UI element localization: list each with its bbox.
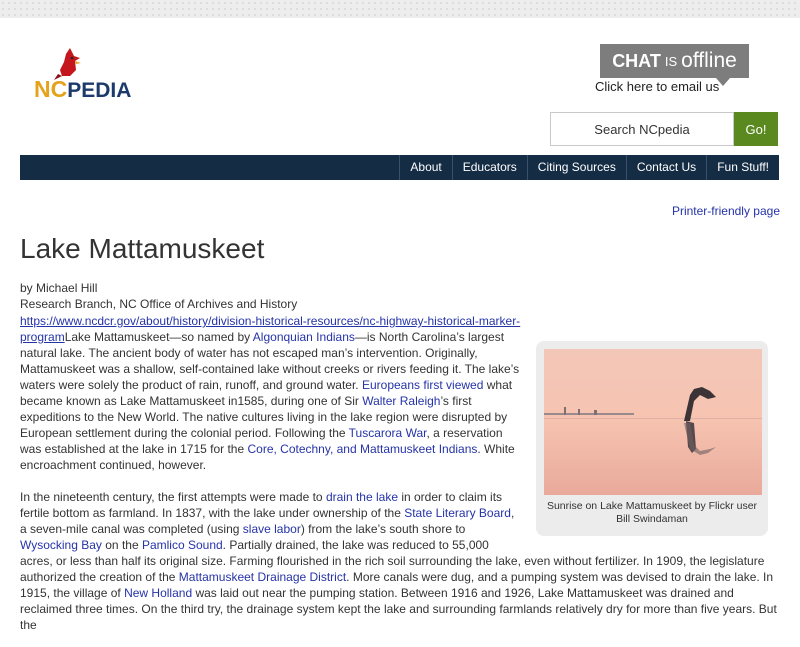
marker-program-link[interactable]: https://www.ncdcr.gov/about/history/division-historical-resources/nc-highway-historical-marker-program (20, 314, 521, 344)
logo-pedia-text: PEDIA (67, 79, 132, 102)
p2-text-6: . Partially drained, the lake was reduced to 55,000 acres, or less than half its original size. Farming flourished in the rich soil surrounding the lake, even without fertilizer. In 1909, the legislature authorized the creation of the (20, 538, 765, 584)
main-navigation (20, 155, 779, 180)
email-us-link[interactable]: Click here to email us (595, 79, 720, 94)
p1-text-3: what became known as Lake Mattamuskeet in1585, during one of Sir (20, 378, 513, 408)
link-algonquian-indians[interactable]: Algonquian Indians (252, 330, 355, 344)
link-mattamuskeet-drainage-district[interactable]: Mattamuskeet Drainage District (178, 570, 347, 584)
nav-contact-us[interactable]: Contact Us (626, 155, 706, 180)
chat-status-badge[interactable] (600, 44, 749, 78)
p1-text-2: —is North Carolina’s largest natural lake. The ancient body of water has not escaped man’s intervention. Originally, Mattamuskeet was a shallow, self-contained lake without creeks or rivers feeding it. The lake’s waters were solely the product of rain, runoff, and ground water. (20, 330, 520, 392)
p1-text-6: . White encroachment continued, however. (20, 442, 515, 472)
byline (20, 280, 780, 312)
link-walter-raleigh[interactable]: Walter Raleigh (362, 394, 441, 408)
top-pattern-strip (0, 0, 800, 18)
author-org: Research Branch, NC Office of Archives and History (20, 297, 298, 311)
p1-text-4: ’s first expeditions to the New World. The native cultures living in the lake region were disrupted by European settlement during the colonial period. Following the (20, 394, 508, 440)
link-slave-labor[interactable]: slave labor (242, 522, 301, 536)
logo-nc-text: NC (34, 76, 68, 102)
link-pamlico-sound[interactable]: Pamlico Sound (141, 538, 223, 552)
chat-is: IS (664, 53, 678, 69)
p2-text-2: in order to claim its fertile bottom as farmland. In 1837, with the lake under ownership of the (20, 490, 503, 520)
author: by Michael Hill (20, 281, 98, 295)
p1-text-1: Lake Mattamuskeet—so named by (64, 330, 253, 344)
ncpedia-logo[interactable] (34, 46, 154, 106)
nav-about[interactable]: About (399, 155, 451, 180)
p2-text-5: on the (101, 538, 142, 552)
p1-text-5: , a reservation was established at the lake in 1715 for the (20, 426, 503, 456)
link-tuscarora-war[interactable]: Tuscarora War (348, 426, 427, 440)
chat-word: CHAT (612, 50, 661, 71)
lake-photo-figure (536, 341, 768, 536)
p2-text-3: , a seven-mile canal was completed (using (20, 506, 515, 536)
lake-sunrise-photo[interactable] (544, 349, 762, 495)
link-europeans-first-viewed[interactable]: Europeans first viewed (361, 378, 484, 392)
printer-friendly-link[interactable]: Printer-friendly page (671, 204, 780, 218)
photo-caption: Sunrise on Lake Mattamuskeet by Flickr user Bill Swindaman (546, 500, 758, 525)
article-body (20, 313, 780, 647)
nav-fun-stuff[interactable]: Fun Stuff! (706, 155, 779, 180)
link-new-holland[interactable]: New Holland (124, 586, 193, 600)
link-wysocking-bay[interactable]: Wysocking Bay (20, 538, 102, 552)
p2-text-4: ) from the lake’s south shore to (300, 522, 466, 536)
link-drain-the-lake[interactable]: drain the lake (325, 490, 398, 504)
search-go-button[interactable]: Go! (734, 112, 778, 146)
nav-educators[interactable]: Educators (452, 155, 527, 180)
p2-text-8: was laid out near the pumping station. Between 1916 and 1926, Lake Mattamuskeet was drained and reclaimed three times. On the third try, the drainage system kept the lake and surrounding farmlands relatively dry for more than five years. But the (20, 586, 777, 632)
p2-text-1: In the nineteenth century, the first attempts were made to (20, 490, 326, 504)
chat-status: offline (681, 49, 737, 72)
link-core-cotechny-mattamuskeet[interactable]: Core, Cotechny, and Mattamuskeet Indians (247, 442, 478, 456)
link-state-literary-board[interactable]: State Literary Board (404, 506, 511, 520)
nav-citing-sources[interactable]: Citing Sources (527, 155, 626, 180)
search-input[interactable] (550, 112, 734, 146)
logo-wordmark (34, 76, 131, 103)
page-title: Lake Mattamuskeet (20, 233, 265, 264)
p2-text-7: . More canals were dug, and a pumping system was devised to drain the lake. In 1915, the village of (20, 570, 774, 600)
